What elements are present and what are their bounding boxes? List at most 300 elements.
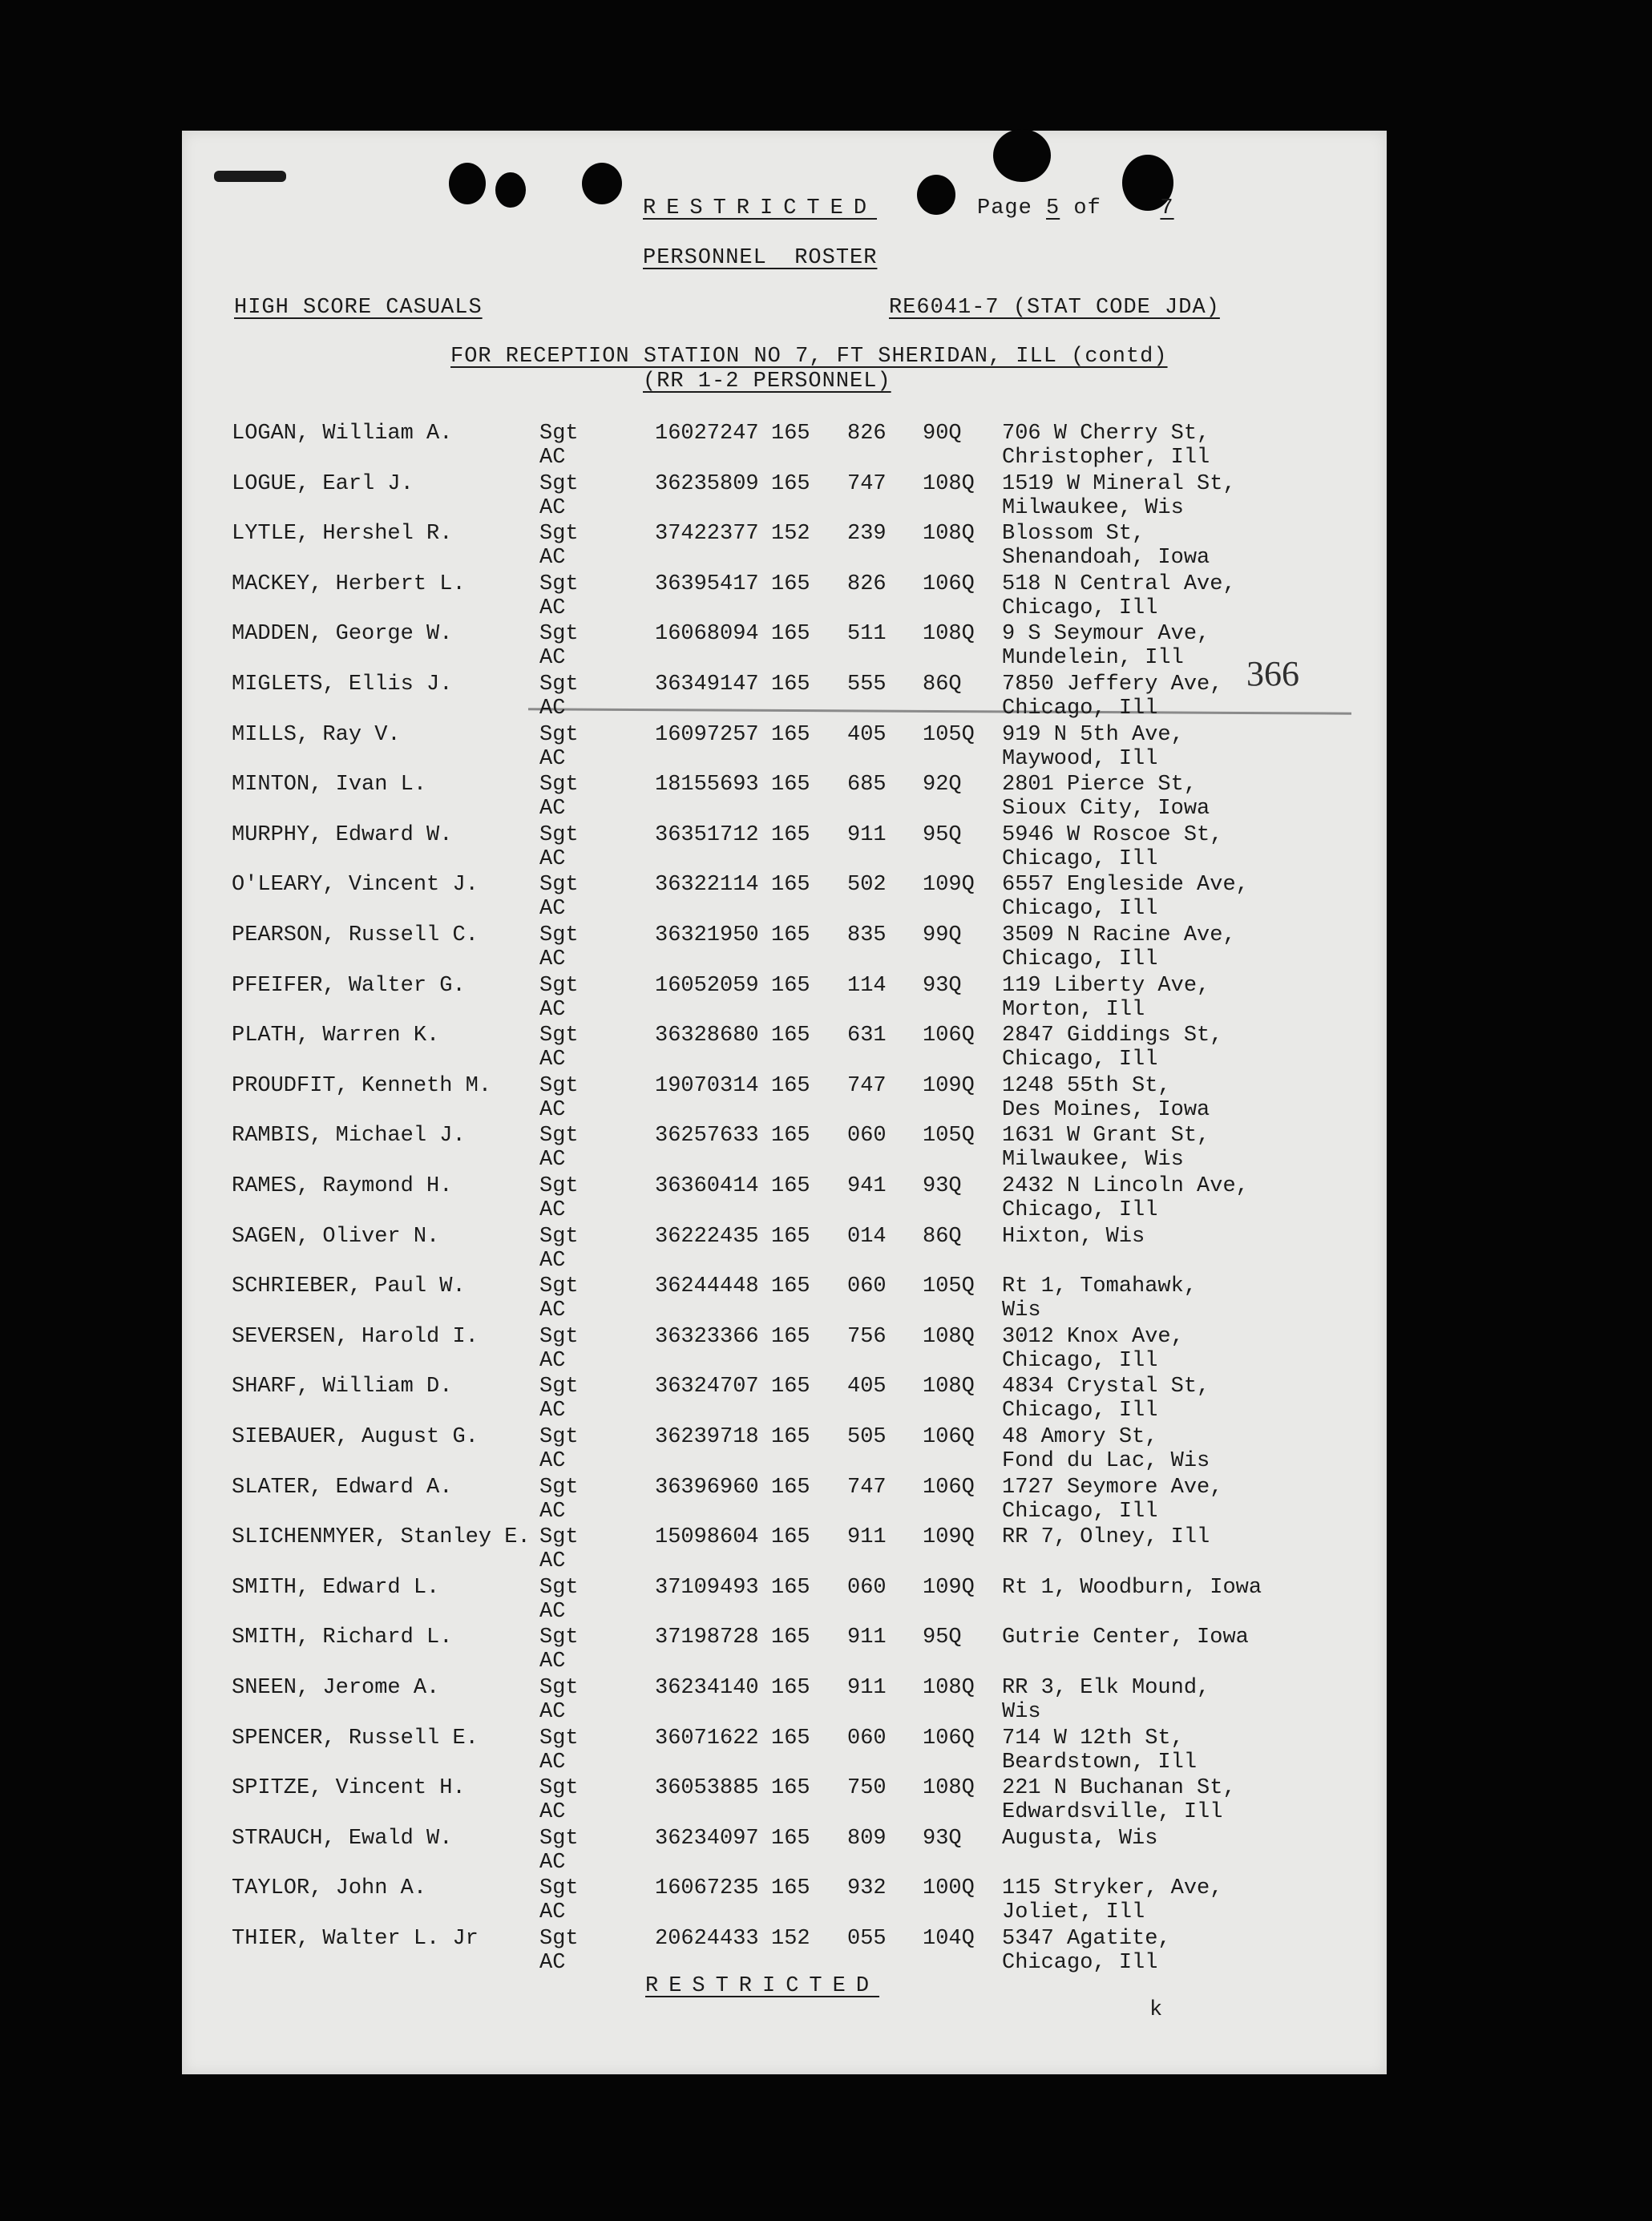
entry-score: 93Q	[923, 1826, 962, 1851]
entry-serial: 36360414	[655, 1174, 759, 1198]
entry-grade: Sgt	[539, 1826, 579, 1851]
entry-address-line1: 706 W Cherry St,	[1002, 422, 1210, 446]
entry-address-line1: Rt 1, Tomahawk,	[1002, 1274, 1198, 1299]
entry-serial: 36244448	[655, 1274, 759, 1299]
table-row	[182, 1074, 1387, 1124]
entry-address-line2: Chicago, Ill	[1002, 1198, 1158, 1222]
entry-address-line1: Blossom St,	[1002, 522, 1145, 547]
entry-score: 90Q	[923, 422, 962, 446]
entry-address-line1: 5347 Agatite,	[1002, 1927, 1171, 1951]
table-row	[182, 923, 1387, 973]
entry-score: 106Q	[923, 571, 975, 596]
entry-code-a: 165	[771, 1776, 810, 1801]
entry-arm: AC	[539, 1700, 566, 1724]
entry-code-a: 165	[771, 1324, 810, 1349]
entry-score: 108Q	[923, 1676, 975, 1700]
entry-code-a: 165	[771, 1525, 810, 1550]
entry-score: 92Q	[923, 773, 962, 798]
entry-code-a: 165	[771, 1676, 810, 1700]
entry-address-line2: Milwaukee, Wis	[1002, 495, 1184, 520]
entry-grade: Sgt	[539, 1876, 579, 1901]
punch-hole	[582, 163, 622, 204]
entry-serial: 19070314	[655, 1073, 759, 1098]
entry-name: RAMES, Raymond H.	[232, 1174, 453, 1198]
punch-hole	[917, 175, 955, 215]
entry-serial: 36222435	[655, 1224, 759, 1249]
entry-address-line2: Edwardsville, Ill	[1002, 1800, 1223, 1825]
entry-address-line1: 48 Amory St,	[1002, 1425, 1158, 1449]
table-row	[182, 672, 1387, 722]
entry-serial: 37109493	[655, 1575, 759, 1600]
entry-code-b: 014	[847, 1224, 887, 1249]
entry-address-line2: Shenandoah, Iowa	[1002, 546, 1210, 571]
entry-score: 108Q	[923, 1776, 975, 1801]
entry-code-b: 060	[847, 1274, 887, 1299]
entry-address-line1: 1727 Seymore Ave,	[1002, 1475, 1223, 1500]
entry-address-line2: Fond du Lac, Wis	[1002, 1449, 1210, 1473]
entry-arm: AC	[539, 546, 566, 571]
entry-code-a: 165	[771, 622, 810, 647]
entry-score: 106Q	[923, 1726, 975, 1751]
entry-grade: Sgt	[539, 1224, 579, 1249]
entry-grade: Sgt	[539, 1274, 579, 1299]
entry-score: 95Q	[923, 822, 962, 847]
entry-arm: AC	[539, 1549, 566, 1574]
entry-grade: Sgt	[539, 672, 579, 697]
entry-grade: Sgt	[539, 1726, 579, 1751]
entry-score: 106Q	[923, 1475, 975, 1500]
entry-grade: Sgt	[539, 873, 579, 898]
entry-code-a: 165	[771, 722, 810, 747]
entry-score: 86Q	[923, 672, 962, 697]
entry-address-line2: Joliet, Ill	[1002, 1900, 1145, 1925]
entry-grade: Sgt	[539, 622, 579, 647]
entry-address-line1: Gutrie Center, Iowa	[1002, 1625, 1249, 1650]
entry-serial: 36395417	[655, 571, 759, 596]
entry-grade: Sgt	[539, 973, 579, 998]
entry-grade: Sgt	[539, 471, 579, 496]
entry-code-b: 826	[847, 422, 887, 446]
entry-address-line1: 119 Liberty Ave,	[1002, 973, 1210, 998]
entry-score: 108Q	[923, 471, 975, 496]
entry-address-line2: Chicago, Ill	[1002, 1951, 1158, 1975]
entry-serial: 36328680	[655, 1024, 759, 1048]
entry-code-b: 756	[847, 1324, 887, 1349]
entry-serial: 36396960	[655, 1475, 759, 1500]
entry-serial: 15098604	[655, 1525, 759, 1550]
entry-serial: 36324707	[655, 1375, 759, 1399]
entry-code-b: 932	[847, 1876, 887, 1901]
roster-page	[182, 131, 1387, 2074]
entry-code-b: 835	[847, 923, 887, 947]
entry-score: 108Q	[923, 622, 975, 647]
entry-code-a: 165	[771, 1375, 810, 1399]
entry-name: PLATH, Warren K.	[232, 1024, 440, 1048]
entry-arm: AC	[539, 1298, 566, 1323]
entry-address-line2: Milwaukee, Wis	[1002, 1148, 1184, 1173]
page-number: 5	[1046, 196, 1060, 220]
entry-code-b: 055	[847, 1927, 887, 1951]
right-heading: RE6041-7 (STAT CODE JDA)	[889, 296, 1220, 320]
entry-serial: 36071622	[655, 1726, 759, 1751]
entry-address-line2: Chicago, Ill	[1002, 697, 1158, 721]
entry-grade: Sgt	[539, 522, 579, 547]
entry-name: SMITH, Richard L.	[232, 1625, 453, 1650]
entry-address-line1: 1248 55th St,	[1002, 1073, 1171, 1098]
entry-arm: AC	[539, 1900, 566, 1925]
typist-initial: k	[1149, 1998, 1164, 2022]
entry-code-b: 809	[847, 1826, 887, 1851]
entry-name: STRAUCH, Ewald W.	[232, 1826, 453, 1851]
entry-grade: Sgt	[539, 422, 579, 446]
table-row	[182, 1676, 1387, 1726]
entry-arm: AC	[539, 1248, 566, 1273]
entry-score: 106Q	[923, 1024, 975, 1048]
entry-arm: AC	[539, 1951, 566, 1975]
entry-score: 100Q	[923, 1876, 975, 1901]
entry-grade: Sgt	[539, 1927, 579, 1951]
entry-code-a: 165	[771, 471, 810, 496]
entry-name: LOGUE, Earl J.	[232, 471, 414, 496]
entry-code-a: 165	[771, 1575, 810, 1600]
entry-code-b: 685	[847, 773, 887, 798]
entry-score: 109Q	[923, 1073, 975, 1098]
entry-arm: AC	[539, 446, 566, 470]
table-row	[182, 974, 1387, 1024]
entry-code-b: 505	[847, 1425, 887, 1449]
table-row	[182, 572, 1387, 622]
entry-grade: Sgt	[539, 1475, 579, 1500]
entry-address-line2: Chicago, Ill	[1002, 1499, 1158, 1524]
entry-score: 108Q	[923, 522, 975, 547]
table-row	[182, 1274, 1387, 1324]
entry-code-a: 165	[771, 923, 810, 947]
punch-hole	[449, 163, 486, 204]
page-total: 7	[1160, 196, 1174, 220]
entry-arm: AC	[539, 495, 566, 520]
entry-arm: AC	[539, 697, 566, 721]
entry-serial: 36053885	[655, 1776, 759, 1801]
entry-serial: 16052059	[655, 973, 759, 998]
entry-code-b: 405	[847, 1375, 887, 1399]
entry-name: MADDEN, George W.	[232, 622, 453, 647]
entry-code-a: 165	[771, 672, 810, 697]
entry-code-b: 239	[847, 522, 887, 547]
entry-name: MILLS, Ray V.	[232, 722, 401, 747]
entry-code-a: 165	[771, 1876, 810, 1901]
entry-serial: 36323366	[655, 1324, 759, 1349]
entry-serial: 16068094	[655, 622, 759, 647]
entry-name: SLICHENMYER, Stanley E.	[232, 1525, 531, 1550]
entry-grade: Sgt	[539, 1375, 579, 1399]
entry-address-line2: Chicago, Ill	[1002, 1399, 1158, 1423]
entry-code-a: 165	[771, 1726, 810, 1751]
entry-arm: AC	[539, 1348, 566, 1373]
entry-serial: 36235809	[655, 471, 759, 496]
entry-name: O'LEARY, Vincent J.	[232, 873, 479, 898]
table-row	[182, 1927, 1387, 1977]
entry-address-line2: Beardstown, Ill	[1002, 1750, 1198, 1775]
entry-code-a: 165	[771, 1124, 810, 1149]
entry-arm: AC	[539, 1148, 566, 1173]
entry-name: MINTON, Ivan L.	[232, 773, 427, 798]
entry-serial: 36351712	[655, 822, 759, 847]
entry-address-line2: Sioux City, Iowa	[1002, 797, 1210, 822]
restricted-bottom-label: RESTRICTED	[645, 1974, 880, 1998]
entry-address-line1: 714 W 12th St,	[1002, 1726, 1184, 1751]
punch-hole	[993, 129, 1051, 182]
entry-code-b: 502	[847, 873, 887, 898]
entry-code-b: 631	[847, 1024, 887, 1048]
entry-address-line1: 221 N Buchanan St,	[1002, 1776, 1236, 1801]
entry-name: PROUDFIT, Kenneth M.	[232, 1073, 492, 1098]
entry-address-line2: Chicago, Ill	[1002, 947, 1158, 971]
entry-name: MURPHY, Edward W.	[232, 822, 453, 847]
entry-address-line2: Morton, Ill	[1002, 997, 1145, 1022]
entry-name: MIGLETS, Ellis J.	[232, 672, 453, 697]
sub-line: (RR 1-2 PERSONNEL)	[643, 369, 891, 394]
entry-code-a: 152	[771, 522, 810, 547]
entry-code-b: 060	[847, 1575, 887, 1600]
table-row	[182, 1325, 1387, 1375]
entry-code-b: 911	[847, 1676, 887, 1700]
entry-address-line1: 2432 N Lincoln Ave,	[1002, 1174, 1249, 1198]
entry-address-line1: 6557 Engleside Ave,	[1002, 873, 1249, 898]
entry-arm: AC	[539, 797, 566, 822]
entry-code-b: 747	[847, 471, 887, 496]
entry-code-a: 152	[771, 1927, 810, 1951]
ink-smudge	[214, 171, 286, 182]
entry-grade: Sgt	[539, 1024, 579, 1048]
entry-code-a: 165	[771, 571, 810, 596]
table-row	[182, 873, 1387, 923]
entry-serial: 36321950	[655, 923, 759, 947]
entry-serial: 36322114	[655, 873, 759, 898]
entry-arm: AC	[539, 1048, 566, 1072]
entry-score: 109Q	[923, 1575, 975, 1600]
entry-name: SLATER, Edward A.	[232, 1475, 453, 1500]
entry-address-line2: Mundelein, Ill	[1002, 646, 1184, 671]
entry-serial: 16097257	[655, 722, 759, 747]
entry-name: RAMBIS, Michael J.	[232, 1124, 466, 1149]
entry-address-line2: Maywood, Ill	[1002, 746, 1158, 771]
entry-arm: AC	[539, 746, 566, 771]
entry-address-line1: 7850 Jeffery Ave,	[1002, 672, 1223, 697]
entry-address-line2: Christopher, Ill	[1002, 446, 1210, 470]
table-row	[182, 773, 1387, 822]
entry-address-line1: RR 7, Olney, Ill	[1002, 1525, 1210, 1550]
entry-code-a: 165	[771, 1274, 810, 1299]
entry-grade: Sgt	[539, 1575, 579, 1600]
entry-arm: AC	[539, 1750, 566, 1775]
entry-name: SMITH, Edward L.	[232, 1575, 440, 1600]
entry-arm: AC	[539, 997, 566, 1022]
entry-arm: AC	[539, 646, 566, 671]
entry-serial: 16067235	[655, 1876, 759, 1901]
entry-code-a: 165	[771, 1625, 810, 1650]
entry-address-line1: 3509 N Racine Ave,	[1002, 923, 1236, 947]
entry-arm: AC	[539, 897, 566, 922]
entry-arm: AC	[539, 1399, 566, 1423]
entry-code-a: 165	[771, 1425, 810, 1449]
entry-name: LYTLE, Hershel R.	[232, 522, 453, 547]
entry-address-line1: 518 N Central Ave,	[1002, 571, 1236, 596]
entry-name: PEARSON, Russell C.	[232, 923, 479, 947]
entry-address-line2: Wis	[1002, 1700, 1041, 1724]
table-row	[182, 1425, 1387, 1475]
entry-name: SHARF, William D.	[232, 1375, 453, 1399]
entry-code-b: 405	[847, 722, 887, 747]
entry-address-line1: 5946 W Roscoe St,	[1002, 822, 1223, 847]
table-row	[182, 1576, 1387, 1625]
stamp-number: 366	[1246, 654, 1299, 693]
entry-code-a: 165	[771, 1024, 810, 1048]
entry-serial: 36234097	[655, 1826, 759, 1851]
entry-code-a: 165	[771, 1224, 810, 1249]
left-heading: HIGH SCORE CASUALS	[234, 296, 483, 320]
table-row	[182, 1476, 1387, 1525]
entry-arm: AC	[539, 1800, 566, 1825]
punch-hole	[495, 172, 526, 208]
table-row	[182, 1876, 1387, 1926]
entry-name: TAYLOR, John A.	[232, 1876, 427, 1901]
entry-grade: Sgt	[539, 1676, 579, 1700]
entry-score: 105Q	[923, 1274, 975, 1299]
entry-address-line2: Chicago, Ill	[1002, 1348, 1158, 1373]
entry-grade: Sgt	[539, 1625, 579, 1650]
entry-code-b: 941	[847, 1174, 887, 1198]
entry-address-line1: 9 S Seymour Ave,	[1002, 622, 1210, 647]
entry-code-b: 060	[847, 1726, 887, 1751]
entry-score: 108Q	[923, 1324, 975, 1349]
table-row	[182, 1024, 1387, 1073]
table-row	[182, 1625, 1387, 1675]
entry-serial: 36257633	[655, 1124, 759, 1149]
entry-code-a: 165	[771, 773, 810, 798]
entry-address-line1: 4834 Crystal St,	[1002, 1375, 1210, 1399]
entry-name: SCHRIEBER, Paul W.	[232, 1274, 466, 1299]
entry-name: SPITZE, Vincent H.	[232, 1776, 466, 1801]
entry-code-a: 165	[771, 1826, 810, 1851]
entry-arm: AC	[539, 1850, 566, 1875]
table-row	[182, 522, 1387, 571]
station-line: FOR RECEPTION STATION NO 7, FT SHERIDAN, ILL (contd)	[450, 345, 1168, 369]
table-row	[182, 422, 1387, 471]
entry-grade: Sgt	[539, 1174, 579, 1198]
entry-score: 109Q	[923, 873, 975, 898]
entry-address-line1: 115 Stryker, Ave,	[1002, 1876, 1223, 1901]
entry-code-a: 165	[771, 1174, 810, 1198]
entry-arm: AC	[539, 1449, 566, 1473]
entry-arm: AC	[539, 846, 566, 871]
entry-arm: AC	[539, 947, 566, 971]
entry-name: LOGAN, William A.	[232, 422, 453, 446]
entry-code-b: 911	[847, 1525, 887, 1550]
entry-name: SNEEN, Jerome A.	[232, 1676, 440, 1700]
entry-name: SEVERSEN, Harold I.	[232, 1324, 479, 1349]
entry-grade: Sgt	[539, 923, 579, 947]
entry-score: 106Q	[923, 1425, 975, 1449]
entry-arm: AC	[539, 1198, 566, 1222]
entry-name: SPENCER, Russell E.	[232, 1726, 479, 1751]
entry-address-line1: 2847 Giddings St,	[1002, 1024, 1223, 1048]
page-label: Page	[977, 196, 1032, 220]
entry-grade: Sgt	[539, 1425, 579, 1449]
entry-code-b: 555	[847, 672, 887, 697]
entry-serial: 16027247	[655, 422, 759, 446]
table-row	[182, 1827, 1387, 1876]
table-row	[182, 723, 1387, 773]
entry-code-b: 114	[847, 973, 887, 998]
entry-serial: 18155693	[655, 773, 759, 798]
table-row	[182, 472, 1387, 522]
entry-serial: 36239718	[655, 1425, 759, 1449]
table-row	[182, 1124, 1387, 1173]
page-indicator	[977, 196, 1219, 220]
entry-address-line1: 1631 W Grant St,	[1002, 1124, 1210, 1149]
entry-name: MACKEY, Herbert L.	[232, 571, 466, 596]
entry-address-line1: Hixton, Wis	[1002, 1224, 1145, 1249]
page-of-label: of	[1073, 196, 1101, 220]
entry-grade: Sgt	[539, 773, 579, 798]
entry-code-b: 511	[847, 622, 887, 647]
table-row	[182, 1174, 1387, 1224]
entry-score: 105Q	[923, 722, 975, 747]
entry-score: 93Q	[923, 1174, 962, 1198]
entry-code-a: 165	[771, 973, 810, 998]
entry-arm: AC	[539, 596, 566, 620]
entry-score: 108Q	[923, 1375, 975, 1399]
entry-code-b: 060	[847, 1124, 887, 1149]
entry-code-a: 165	[771, 873, 810, 898]
entry-serial: 36234140	[655, 1676, 759, 1700]
entry-code-b: 826	[847, 571, 887, 596]
entry-name: SIEBAUER, August G.	[232, 1425, 479, 1449]
entry-address-line2: Chicago, Ill	[1002, 897, 1158, 922]
entry-grade: Sgt	[539, 722, 579, 747]
entry-code-a: 165	[771, 1475, 810, 1500]
table-row	[182, 1776, 1387, 1826]
entry-score: 109Q	[923, 1525, 975, 1550]
entry-score: 105Q	[923, 1124, 975, 1149]
table-row	[182, 1726, 1387, 1776]
entry-serial: 37422377	[655, 522, 759, 547]
entry-grade: Sgt	[539, 1525, 579, 1550]
entry-address-line2: Chicago, Ill	[1002, 846, 1158, 871]
entry-name: THIER, Walter L. Jr	[232, 1927, 479, 1951]
entry-address-line2: Des Moines, Iowa	[1002, 1097, 1210, 1122]
entry-address-line1: 2801 Pierce St,	[1002, 773, 1198, 798]
entry-score: 104Q	[923, 1927, 975, 1951]
entry-address-line2: Chicago, Ill	[1002, 1048, 1158, 1072]
entry-grade: Sgt	[539, 1776, 579, 1801]
entry-score: 93Q	[923, 973, 962, 998]
entry-address-line2: Chicago, Ill	[1002, 596, 1158, 620]
entry-grade: Sgt	[539, 571, 579, 596]
restricted-top-label: RESTRICTED	[643, 196, 878, 220]
entry-address-line1: 919 N 5th Ave,	[1002, 722, 1184, 747]
entry-code-a: 165	[771, 1073, 810, 1098]
entry-address-line1: 1519 W Mineral St,	[1002, 471, 1236, 496]
entry-address-line1: RR 3, Elk Mound,	[1002, 1676, 1210, 1700]
entry-score: 86Q	[923, 1224, 962, 1249]
entry-serial: 37198728	[655, 1625, 759, 1650]
entry-grade: Sgt	[539, 822, 579, 847]
entry-serial: 20624433	[655, 1927, 759, 1951]
table-row	[182, 1525, 1387, 1575]
entry-score: 99Q	[923, 923, 962, 947]
entry-code-b: 747	[847, 1475, 887, 1500]
